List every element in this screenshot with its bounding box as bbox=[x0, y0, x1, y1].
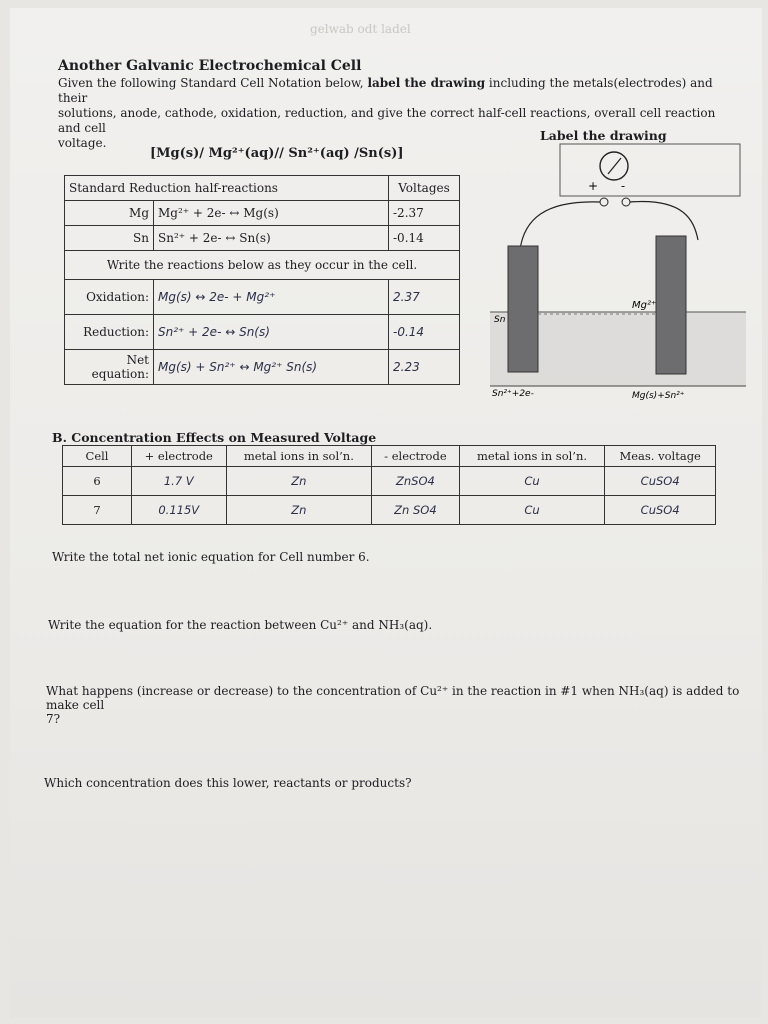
table-header-left: Standard Reduction half-reactions bbox=[65, 176, 389, 201]
oxidation-row: Oxidation: Mg(s) ↔ 2e- + Mg²⁺ 2.37 bbox=[65, 280, 460, 315]
cell-notation: [Mg(s)/ Mg²⁺(aq)// Sn²⁺(aq) /Sn(s)] bbox=[150, 146, 404, 161]
left-electrode-label: Sn bbox=[494, 315, 506, 325]
meter-minus: - bbox=[621, 179, 626, 193]
reduction-table bbox=[64, 175, 460, 385]
oxidation-voltage[interactable]: 2.37 bbox=[389, 280, 460, 315]
net-answer[interactable]: Mg(s) + Sn²⁺ ↔ Mg²⁺ Sn(s) bbox=[154, 350, 389, 385]
question-1: Write the total net ionic equation for Cell number 6. bbox=[52, 550, 370, 564]
meter-plus: + bbox=[588, 179, 599, 193]
right-wire bbox=[630, 202, 698, 240]
intro-paragraph: Given the following Standard Cell Notation below, label the drawing including the metals(electrodes) and their solutions, anode, cathode, oxidation, reduction, and give the correct half-cell reactions, overall cell reaction and cell voltage. bbox=[58, 76, 716, 150]
section-b-heading: B. Concentration Effects on Measured Voltage bbox=[52, 430, 377, 445]
left-wire bbox=[520, 202, 600, 250]
right-bottom-label: Mg(s)+Sn²⁺ bbox=[632, 391, 685, 401]
net-row: Net equation: Mg(s) + Sn²⁺ ↔ Mg²⁺ Sn(s) 2.23 bbox=[65, 350, 460, 385]
table-row: Mg Mg²⁺ + 2e- ↔ Mg(s) -2.37 bbox=[65, 201, 460, 226]
table-header-row: Cell + electrode metal ions in sol’n. - electrode metal ions in sol’n. Meas. voltage bbox=[63, 446, 716, 467]
question-4: Which concentration does this lower, reactants or products? bbox=[44, 776, 412, 790]
oxidation-answer[interactable]: Mg(s) ↔ 2e- + Mg²⁺ bbox=[154, 280, 389, 315]
question-3: What happens (increase or decrease) to the concentration of Cu²⁺ in the reaction in #1 when NH₃(aq) is added to make cell 7? bbox=[46, 684, 740, 726]
bleed-through-header: gelwab odt ladel bbox=[310, 22, 411, 36]
concentration-table bbox=[62, 445, 716, 525]
table-row: Sn Sn²⁺ + 2e- ↔ Sn(s) -0.14 bbox=[65, 226, 460, 251]
right-electrode-label: Mg²⁺ bbox=[632, 300, 657, 311]
net-voltage[interactable]: 2.23 bbox=[389, 350, 460, 385]
left-electrode bbox=[508, 246, 538, 372]
label-drawing-heading: Label the drawing bbox=[540, 128, 667, 143]
reduction-voltage[interactable]: -0.14 bbox=[389, 315, 460, 350]
right-electrode bbox=[656, 236, 686, 374]
reduction-row: Reduction: Sn²⁺ + 2e- ↔ Sn(s) -0.14 bbox=[65, 315, 460, 350]
instruction-row: Write the reactions below as they occur in the cell. bbox=[65, 251, 460, 280]
left-bottom-label: Sn²⁺+2e- bbox=[492, 389, 534, 399]
galvanic-cell-diagram bbox=[484, 140, 750, 415]
question-2: Write the equation for the reaction between Cu²⁺ and NH₃(aq). bbox=[48, 618, 433, 632]
worksheet-title: Another Galvanic Electrochemical Cell bbox=[58, 58, 362, 74]
table-row: 6 1.7 V Zn ZnSO4 Cu CuSO4 bbox=[63, 467, 716, 496]
reduction-answer[interactable]: Sn²⁺ + 2e- ↔ Sn(s) bbox=[154, 315, 389, 350]
diagram-label-box bbox=[560, 144, 740, 196]
table-header-right: Voltages bbox=[389, 176, 460, 201]
table-row: 7 0.115V Zn Zn SO4 Cu CuSO4 bbox=[63, 496, 716, 525]
